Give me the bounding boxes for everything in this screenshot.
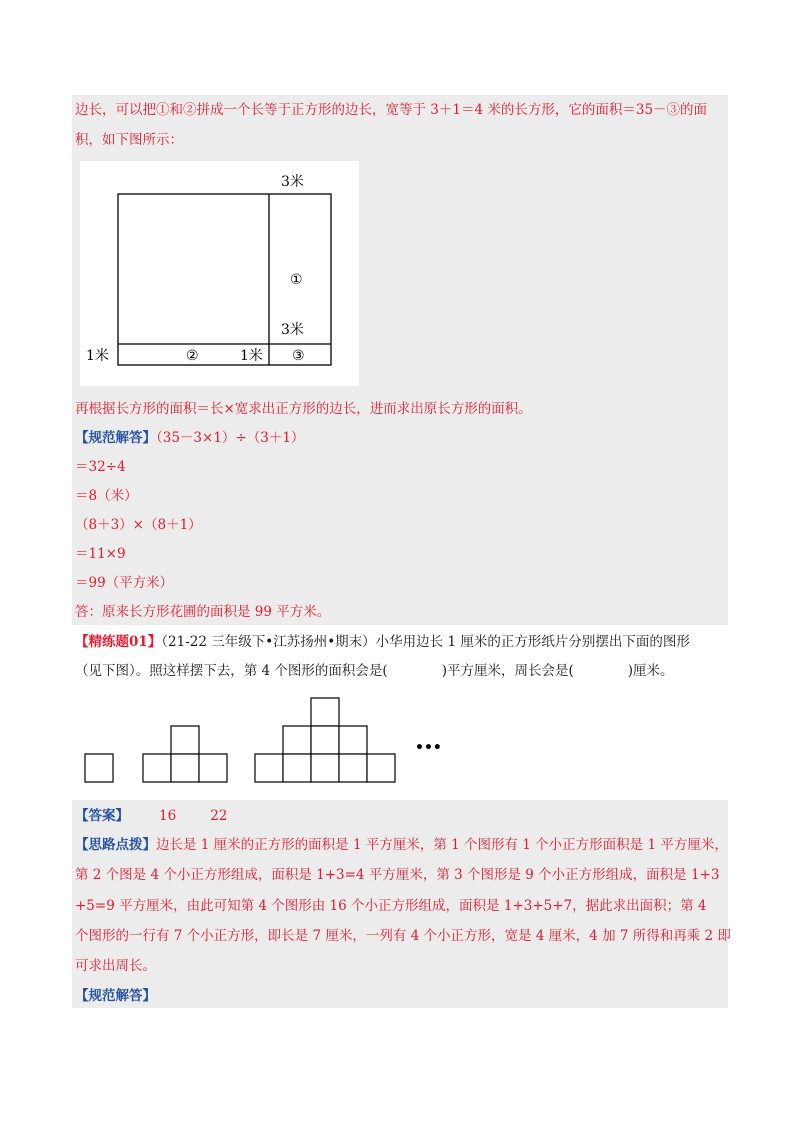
pattern-2-square bbox=[143, 754, 171, 782]
step-6: ＝99（平方米） bbox=[75, 575, 174, 591]
answer-perimeter: 22 bbox=[210, 808, 228, 824]
pattern-1-square bbox=[85, 754, 113, 782]
ellipsis-dots: ••• bbox=[415, 740, 442, 756]
step-3: ＝8（米） bbox=[75, 488, 138, 504]
exercise-text-1: （21-22 三年级下•江苏扬州•期末）小华用边长 1 厘米的正方形纸片分别摆出下面的图形 bbox=[161, 634, 690, 650]
label-left-1m: 1米 bbox=[86, 348, 109, 364]
solution-tag: 【规范解答】 bbox=[75, 988, 156, 1004]
pattern-2-square bbox=[171, 726, 199, 754]
step-2: ＝32÷4 bbox=[75, 459, 126, 475]
hint-line-1 bbox=[75, 835, 728, 855]
solution-line-2: 积，如下图所示： bbox=[75, 132, 183, 148]
answer-tag: 【规范解答】 bbox=[75, 430, 156, 446]
exercise-line-1 bbox=[75, 632, 690, 652]
pattern-2-square bbox=[171, 754, 199, 782]
pattern-3-square bbox=[255, 754, 283, 782]
solution-tag-row bbox=[75, 986, 156, 1006]
answer-area: 16 bbox=[159, 808, 177, 824]
final-answer: 答：原来长方形花圃的面积是 99 平方米。 bbox=[75, 604, 331, 620]
pattern-3-square bbox=[367, 754, 395, 782]
hint-text-1: 边长是 1 厘米的正方形的面积是 1 平方厘米，第 1 个图形有 1 个小正方形面积是 1 平方厘米， bbox=[156, 837, 728, 853]
rectangle-diagram-svg bbox=[80, 161, 359, 386]
pattern-3-square bbox=[283, 754, 311, 782]
step-4: （8＋3）×（8＋1） bbox=[75, 517, 202, 533]
square-pattern-figure bbox=[80, 690, 460, 790]
exercise-text-2b: )平方厘米，周长会是( bbox=[441, 663, 574, 679]
step-1: （35－3×1）÷（3＋1） bbox=[156, 430, 305, 446]
hint-line-5: 可求出周长。 bbox=[75, 958, 156, 974]
solution-line-3: 再根据长方形的面积＝长×宽求出正方形的边长，进而求出原长方形的面积。 bbox=[75, 401, 532, 417]
exercise-line-2 bbox=[75, 661, 674, 681]
pattern-3-square bbox=[339, 754, 367, 782]
solution-answer-row bbox=[75, 428, 304, 448]
pattern-3-square bbox=[311, 698, 339, 726]
hint-line-3: +5=9 平方厘米，由此可知第 4 个图形由 16 个小正方形组成，面积是 1+3+5+7，据此求出面积；第 4 bbox=[75, 898, 707, 914]
label-region-3: ③ bbox=[292, 348, 305, 364]
pattern-2-square bbox=[199, 754, 227, 782]
pattern-3-square bbox=[283, 726, 311, 754]
hint-line-4: 个图形的一行有 7 个小正方形，即长是 7 厘米，一列有 4 个小正方形，宽是 4 厘米，4 加 7 所得和再乘 2 即 bbox=[75, 928, 731, 944]
answer-row bbox=[75, 806, 227, 826]
pattern-3-square bbox=[339, 726, 367, 754]
step-5: ＝11×9 bbox=[75, 546, 126, 562]
label-region-2: ② bbox=[186, 348, 199, 364]
solution-line-1: 边长，可以把①和②拼成一个长等于正方形的边长，宽等于 3＋1＝4 米的长方形，它的面积＝35－③的面 bbox=[75, 102, 708, 118]
square-pattern-svg bbox=[80, 690, 460, 790]
answer-label: 【答案】 bbox=[75, 808, 129, 824]
label-inner-3m: 3米 bbox=[281, 322, 304, 338]
pattern-3-square bbox=[311, 726, 339, 754]
label-strip-1m: 1米 bbox=[240, 348, 263, 364]
label-region-1: ① bbox=[290, 272, 303, 288]
exercise-tag: 【精练题01】 bbox=[75, 634, 162, 650]
rectangle-diagram bbox=[80, 161, 359, 386]
pattern-3-square bbox=[311, 754, 339, 782]
hint-line-2: 第 2 个图是 4 个小正方形组成，面积是 1+3=4 平方厘米，第 3 个图形是 9 个小正方形组成，面积是 1+3 bbox=[75, 867, 720, 883]
exercise-text-2a: （见下图）。照这样摆下去，第 4 个图形的面积会是( bbox=[75, 663, 388, 679]
exercise-text-2c: )厘米。 bbox=[627, 663, 674, 679]
hint-tag: 【思路点拨】 bbox=[75, 837, 156, 853]
label-top-3m: 3米 bbox=[281, 174, 304, 190]
